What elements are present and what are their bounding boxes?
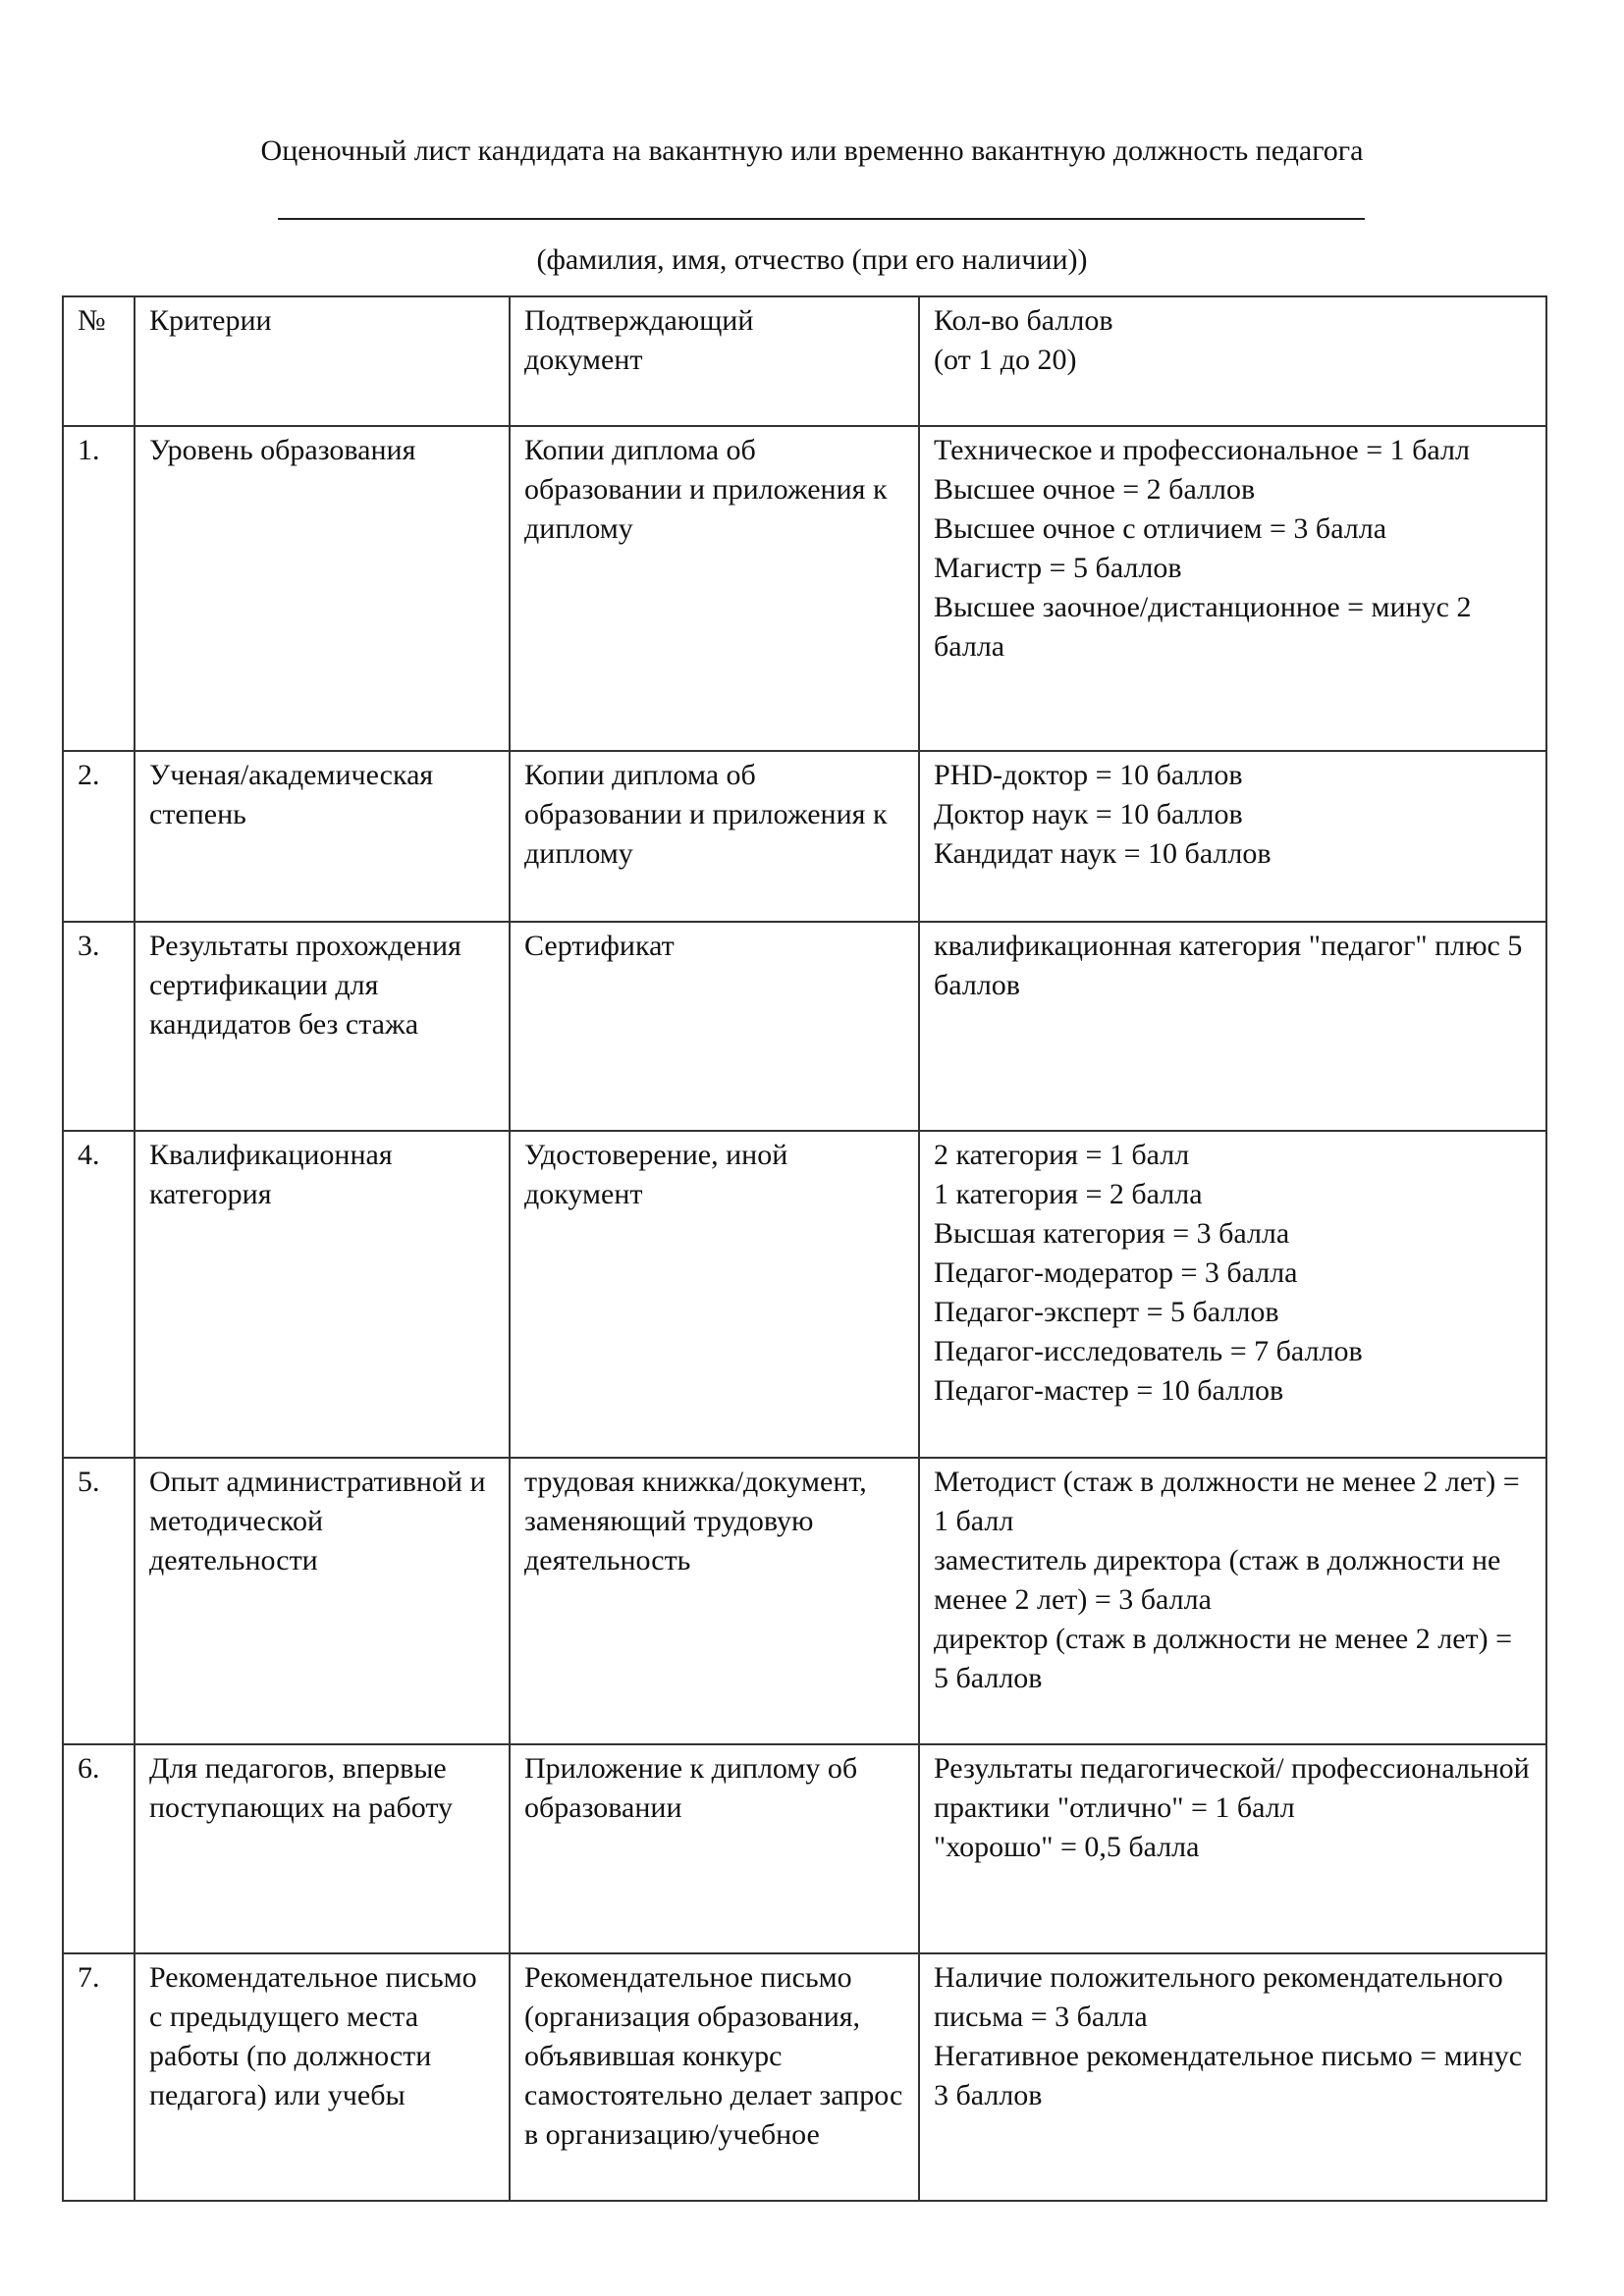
row-number: 2. bbox=[63, 751, 135, 922]
row-number: 7. bbox=[63, 1953, 135, 2201]
table-row bbox=[63, 1458, 1546, 1744]
header-score: Кол-во баллов (от 1 до 20) bbox=[919, 296, 1546, 426]
row-criteria: Уровень образования bbox=[135, 426, 510, 751]
table-header-row bbox=[63, 296, 1546, 426]
header-criteria: Критерии bbox=[135, 296, 510, 426]
row-criteria: Опыт административной и методической деятельности bbox=[135, 1458, 510, 1744]
row-score: Наличие положительного рекомендательного письма = 3 балла Негативное рекомендательное письмо = минус 3 баллов bbox=[919, 1953, 1546, 2201]
row-document: Приложение к диплому об образовании bbox=[510, 1744, 919, 1953]
evaluation-table bbox=[62, 295, 1547, 2202]
row-number: 6. bbox=[63, 1744, 135, 1953]
row-document: Рекомендательное письмо (организация образования, объявившая конкурс самостоятельно делает запрос в организацию/учебное bbox=[510, 1953, 919, 2201]
header-document: Подтверждающий документ bbox=[510, 296, 919, 426]
row-document: трудовая книжка/документ, заменяющий трудовую деятельность bbox=[510, 1458, 919, 1744]
name-caption: (фамилия, имя, отчество (при его наличии)) bbox=[536, 243, 1088, 276]
header-number: № bbox=[63, 296, 135, 426]
row-document: Копии диплома об образовании и приложения к диплому bbox=[510, 751, 919, 922]
row-score: Методист (стаж в должности не менее 2 лет) = 1 балл заместитель директора (стаж в должности не менее 2 лет) = 3 балла директор (стаж в должности не менее 2 лет) = 5 баллов bbox=[919, 1458, 1546, 1744]
table-row bbox=[63, 1744, 1546, 1953]
row-document: Удостоверение, иной документ bbox=[510, 1131, 919, 1458]
row-document: Копии диплома об образовании и приложения к диплому bbox=[510, 426, 919, 751]
row-score: Результаты педагогической/ профессиональной практики "отлично" = 1 балл "хорошо" = 0,5 балла bbox=[919, 1744, 1546, 1953]
row-number: 4. bbox=[63, 1131, 135, 1458]
row-criteria: Рекомендательное письмо с предыдущего места работы (по должности педагога) или учебы bbox=[135, 1953, 510, 2201]
row-number: 3. bbox=[63, 922, 135, 1131]
row-score: 2 категория = 1 балл 1 категория = 2 балла Высшая категория = 3 балла Педагог-модератор = 3 балла Педагог-эксперт = 5 баллов Педагог-исследователь = 7 баллов Педагог-мастер = 10 баллов bbox=[919, 1131, 1546, 1458]
row-number: 5. bbox=[63, 1458, 135, 1744]
table-row bbox=[63, 426, 1546, 751]
row-criteria: Для педагогов, впервые поступающих на работу bbox=[135, 1744, 510, 1953]
row-document: Сертификат bbox=[510, 922, 919, 1131]
row-number: 1. bbox=[63, 426, 135, 751]
row-score: Техническое и профессиональное = 1 балл Высшее очное = 2 баллов Высшее очное с отличием = 3 балла Магистр = 5 баллов Высшее заочное/дистанционное = минус 2 балла bbox=[919, 426, 1546, 751]
table-row bbox=[63, 751, 1546, 922]
row-score: PHD-доктор = 10 баллов Доктор наук = 10 баллов Кандидат наук = 10 баллов bbox=[919, 751, 1546, 922]
document-title: Оценочный лист кандидата на вакантную или временно вакантную должность педагога bbox=[260, 134, 1364, 167]
row-criteria: Ученая/академическая степень bbox=[135, 751, 510, 922]
table-row bbox=[63, 1131, 1546, 1458]
row-criteria: Результаты прохождения сертификации для кандидатов без стажа bbox=[135, 922, 510, 1131]
row-score: квалификационная категория "педагог" плюс 5 баллов bbox=[919, 922, 1546, 1131]
row-criteria: Квалификационная категория bbox=[135, 1131, 510, 1458]
name-input-line bbox=[278, 218, 1365, 220]
table-row bbox=[63, 1953, 1546, 2201]
table-row bbox=[63, 922, 1546, 1131]
